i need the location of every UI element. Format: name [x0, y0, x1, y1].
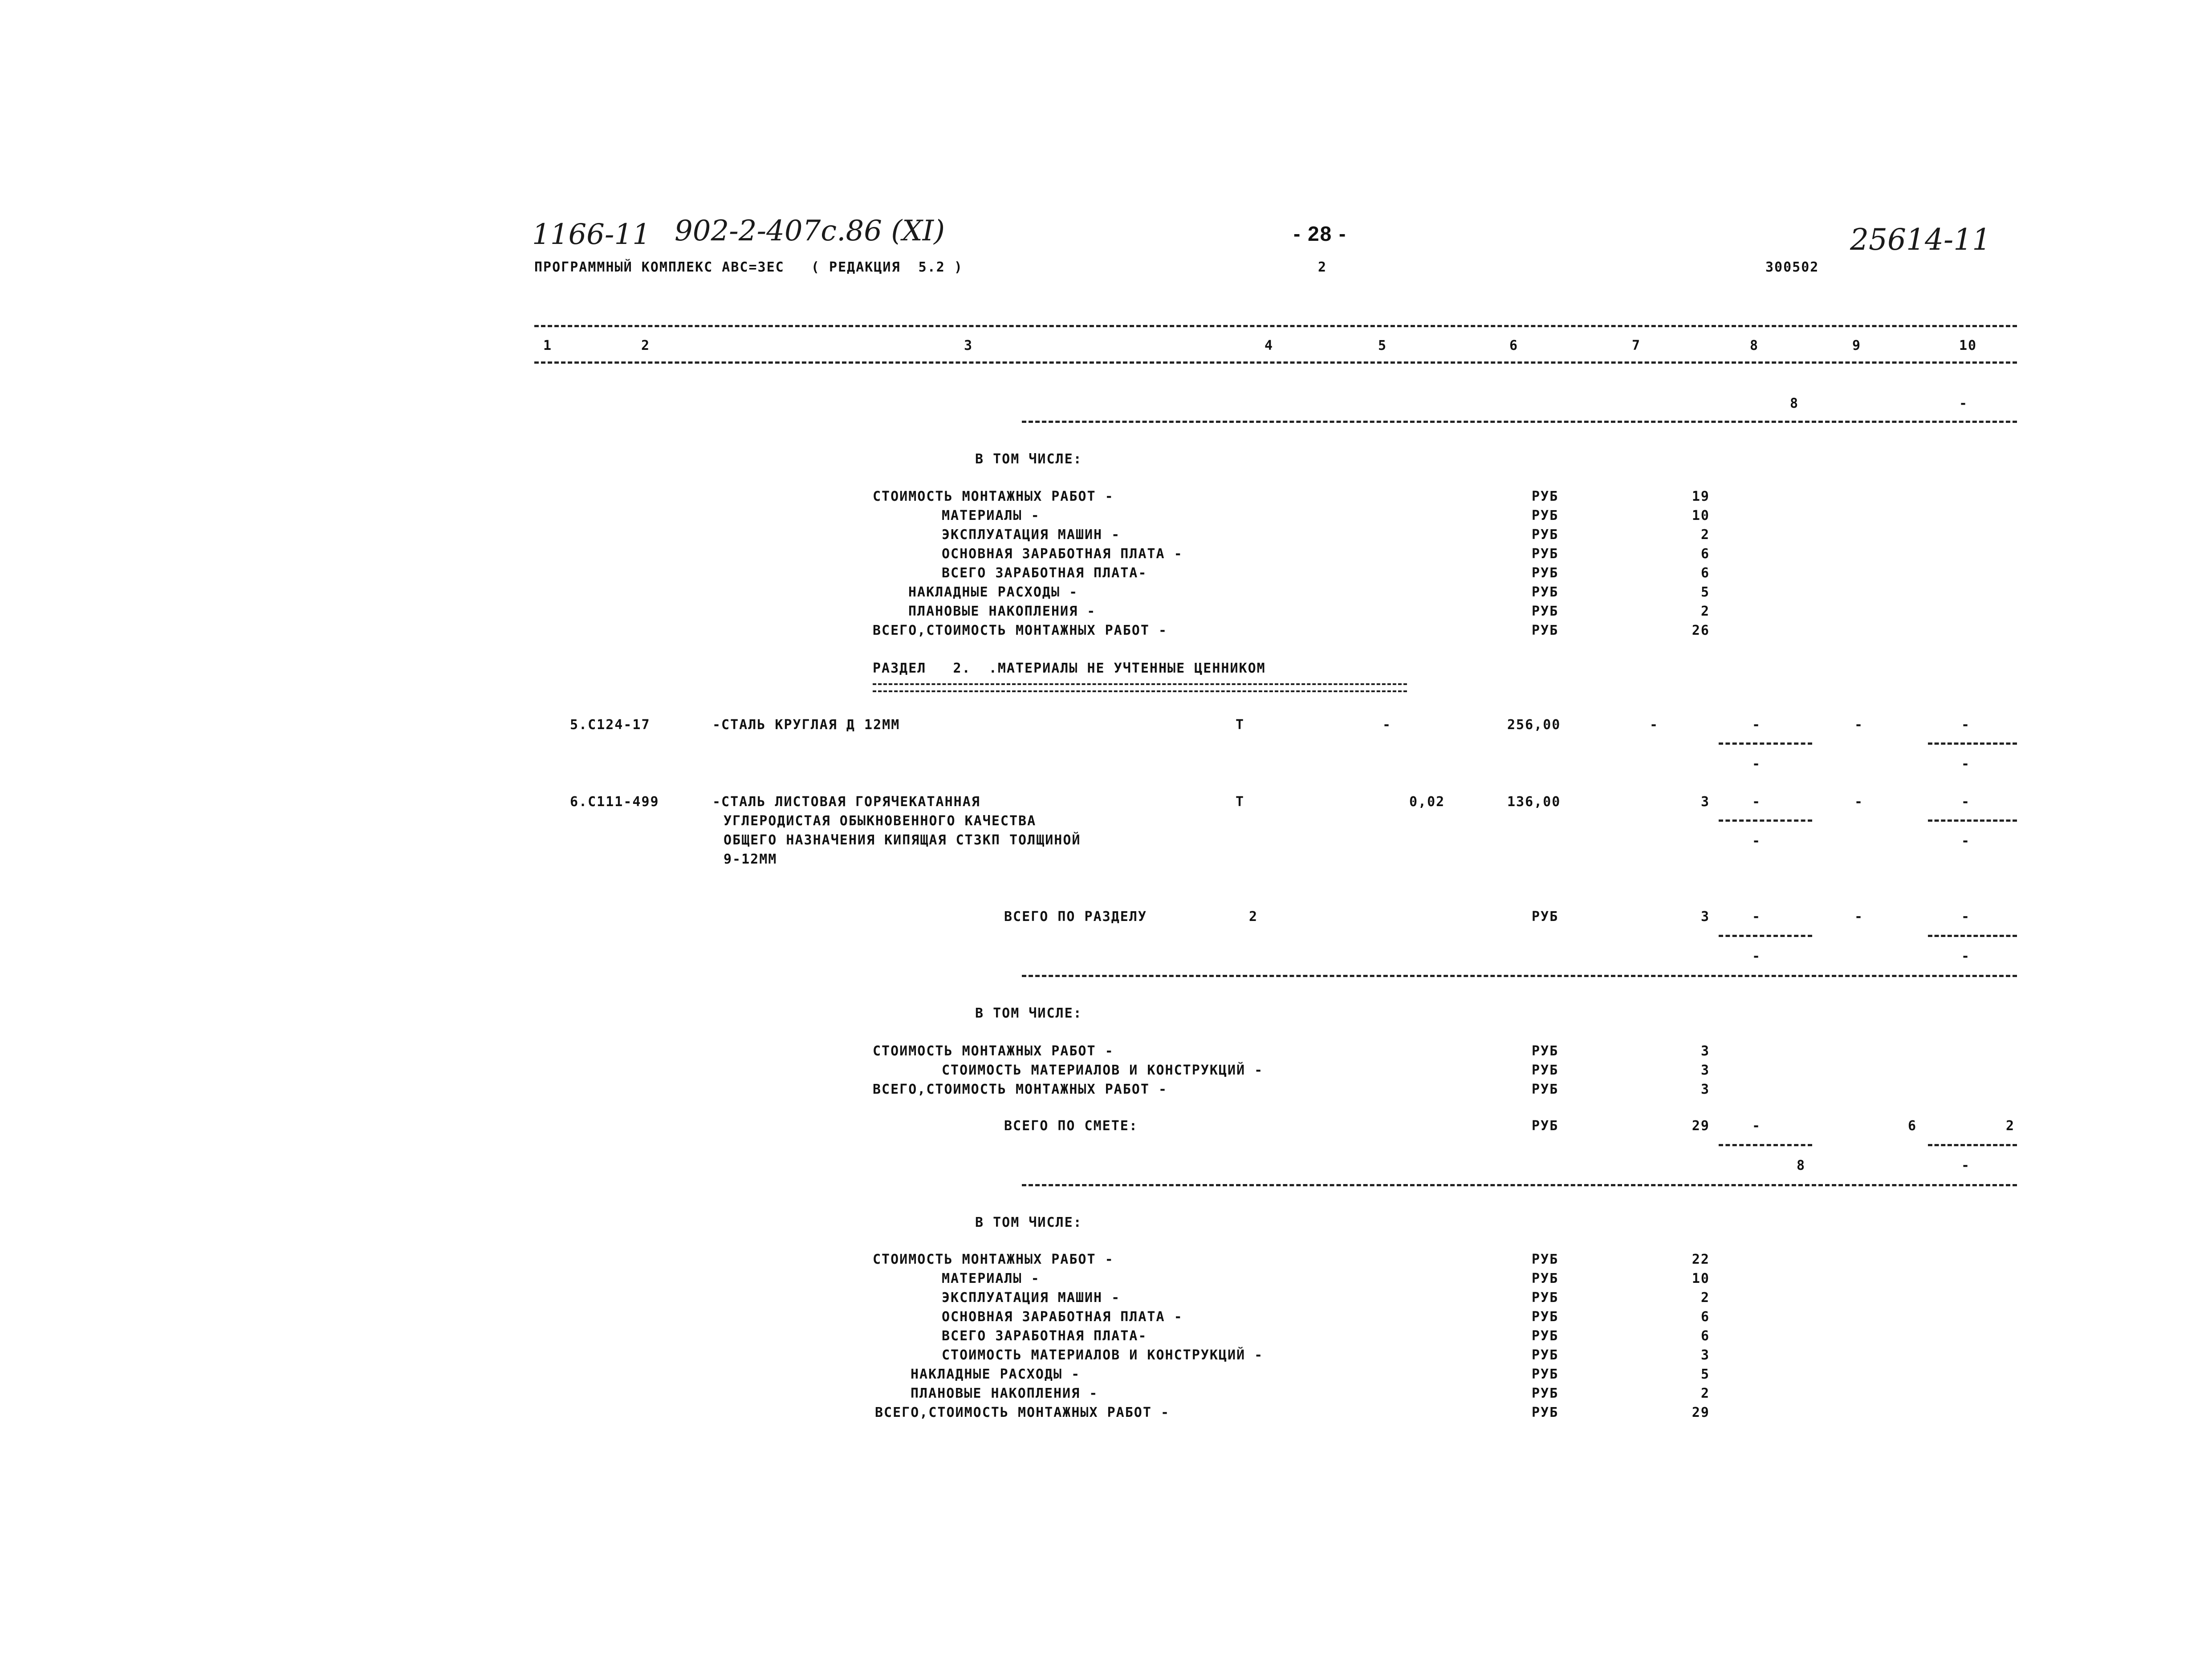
- row-value: 3: [1700, 1347, 1710, 1363]
- table-header-rule-top: [534, 325, 2017, 327]
- row-value: 6: [1700, 1309, 1710, 1325]
- row-value: 3: [1700, 1063, 1710, 1078]
- row-label: МАТЕРИАЛЫ -: [942, 1271, 1040, 1286]
- section-total-col9: -: [1854, 909, 1864, 925]
- estimate-total-label: ВСЕГО ПО СМЕТЕ:: [1004, 1118, 1138, 1134]
- row-unit: РУБ: [1532, 623, 1559, 638]
- col10-rule: [1928, 819, 2017, 822]
- item-name-line: -СТАЛЬ КРУГЛАЯ Д 12ММ: [712, 717, 900, 733]
- row-unit: РУБ: [1532, 1405, 1559, 1420]
- estimate-total-col9: 6: [1908, 1118, 1917, 1134]
- item-col10: -: [1961, 794, 1971, 810]
- row-unit: РУБ: [1532, 489, 1559, 504]
- estimate-total-unit: РУБ: [1532, 1118, 1559, 1134]
- section-total-col10-sub: -: [1961, 949, 1971, 964]
- row-label: ЭКСПЛУАТАЦИЯ МАШИН -: [942, 1290, 1121, 1306]
- row-value: 5: [1700, 584, 1710, 600]
- row-label: ВСЕГО,СТОИМОСТЬ МОНТАЖНЫХ РАБОТ -: [875, 1405, 1170, 1420]
- item-qty: 0,02: [1409, 794, 1445, 810]
- row-value: 26: [1692, 623, 1710, 638]
- row-label: НАКЛАДНЫЕ РАСХОДЫ -: [911, 1367, 1081, 1382]
- block-heading: В ТОМ ЧИСЛЕ:: [975, 451, 1082, 467]
- row-unit: РУБ: [1532, 1063, 1559, 1078]
- program-line: ПРОГРАММНЫЙ КОМПЛЕКС АВС=ЗЕС ( РЕДАКЦИЯ 5.2 ): [534, 260, 963, 275]
- col8-rule: [1719, 1144, 1812, 1146]
- handwritten-archive-number: 25614-11: [1850, 223, 1991, 257]
- row-label: ЭКСПЛУАТАЦИЯ МАШИН -: [942, 527, 1121, 543]
- item-col9: -: [1854, 794, 1864, 810]
- row-unit: РУБ: [1532, 1367, 1559, 1382]
- item-price: 256,00: [1507, 717, 1561, 733]
- estimate-total-col10-sub: -: [1961, 1158, 1971, 1173]
- row-value: 10: [1692, 1271, 1710, 1286]
- row-label: ПЛАНОВЫЕ НАКОПЛЕНИЯ -: [911, 1386, 1098, 1401]
- row-label: ОСНОВНАЯ ЗАРАБОТНАЯ ПЛАТА -: [942, 1309, 1183, 1325]
- row-label: СТОИМОСТЬ МОНТАЖНЫХ РАБОТ -: [873, 489, 1114, 504]
- section-total-label: ВСЕГО ПО РАЗДЕЛУ: [1004, 909, 1147, 925]
- totals-rule-3: [1022, 1184, 2017, 1186]
- row-value: 3: [1700, 1082, 1710, 1097]
- col8-rule: [1719, 935, 1812, 937]
- totals-rule-1: [1022, 421, 2017, 423]
- column-2: 2: [641, 338, 651, 353]
- row-unit: РУБ: [1532, 1290, 1559, 1306]
- row-unit: РУБ: [1532, 1043, 1559, 1059]
- column-9: 9: [1852, 338, 1862, 353]
- section-title-underline: [873, 683, 1407, 692]
- row-unit: РУБ: [1532, 604, 1559, 619]
- row-unit: РУБ: [1532, 1271, 1559, 1286]
- row-value: 2: [1700, 604, 1710, 619]
- column-5: 5: [1378, 338, 1387, 353]
- row-unit: РУБ: [1532, 1082, 1559, 1097]
- item-col10-sub: -: [1961, 756, 1971, 772]
- page-number: - 28 -: [1293, 222, 1347, 245]
- column-6: 6: [1509, 338, 1519, 353]
- estimate-total-col8-sub: 8: [1797, 1158, 1806, 1173]
- column-1: 1: [543, 338, 553, 353]
- row-unit: РУБ: [1532, 584, 1559, 600]
- table-header-rule-bottom: [534, 361, 2017, 364]
- row-label: СТОИМОСТЬ МАТЕРИАЛОВ И КОНСТРУКЦИЙ -: [942, 1347, 1264, 1363]
- handwritten-sheet-code: 1166-11: [532, 218, 651, 251]
- item-col9: -: [1854, 717, 1864, 733]
- row-unit: РУБ: [1532, 1252, 1559, 1267]
- estimate-total-col10: 2: [2006, 1118, 2015, 1134]
- row-unit: РУБ: [1532, 1328, 1559, 1344]
- item-unit: Т: [1236, 794, 1245, 810]
- block-heading: В ТОМ ЧИСЛЕ:: [975, 1006, 1082, 1021]
- column-10: 10: [1959, 338, 1977, 353]
- estimate-total-value: 29: [1692, 1118, 1710, 1134]
- item-col8-sub: -: [1752, 833, 1761, 849]
- estimate-total-col8: -: [1752, 1118, 1761, 1134]
- item-name-line: 9-12ММ: [724, 852, 777, 867]
- row-label: ПЛАНОВЫЕ НАКОПЛЕНИЯ -: [908, 604, 1096, 619]
- section-total-unit: РУБ: [1532, 909, 1559, 925]
- row-label: СТОИМОСТЬ МОНТАЖНЫХ РАБОТ -: [873, 1043, 1114, 1059]
- row-label: СТОИМОСТЬ МАТЕРИАЛОВ И КОНСТРУКЦИЙ -: [942, 1063, 1264, 1078]
- item-price: 136,00: [1507, 794, 1561, 810]
- row-value: 6: [1700, 1328, 1710, 1344]
- section-total-col8-sub: -: [1752, 949, 1761, 964]
- header-code-right: 300502: [1765, 260, 1819, 275]
- item-code: 6.С111-499: [570, 794, 659, 810]
- header-code-2: 2: [1318, 260, 1327, 275]
- row-value: 19: [1692, 489, 1710, 504]
- item-code: 5.С124-17: [570, 717, 651, 733]
- row-unit: РУБ: [1532, 527, 1559, 543]
- column-7: 7: [1632, 338, 1641, 353]
- section-title: РАЗДЕЛ 2. .МАТЕРИАЛЫ НЕ УЧТЕННЫЕ ЦЕННИКОМ: [873, 661, 1266, 676]
- item-name-line: УГЛЕРОДИСТАЯ ОБЫКНОВЕННОГО КАЧЕСТВА: [724, 813, 1037, 829]
- section-total-number: 2: [1249, 909, 1258, 925]
- col10-rule: [1928, 935, 2017, 937]
- col8-rule: [1719, 819, 1812, 822]
- row-unit: РУБ: [1532, 546, 1559, 562]
- row-label: ОСНОВНАЯ ЗАРАБОТНАЯ ПЛАТА -: [942, 546, 1183, 562]
- row-unit: РУБ: [1532, 565, 1559, 581]
- column-4: 4: [1265, 338, 1274, 353]
- item-cost: 3: [1700, 794, 1710, 810]
- row-label: НАКЛАДНЫЕ РАСХОДЫ -: [908, 584, 1078, 600]
- carry-col8: 8: [1790, 396, 1799, 411]
- col8-rule: [1719, 742, 1812, 745]
- row-value: 22: [1692, 1252, 1710, 1267]
- section-total-col8: -: [1752, 909, 1761, 925]
- row-unit: РУБ: [1532, 1386, 1559, 1401]
- row-label: МАТЕРИАЛЫ -: [942, 508, 1040, 523]
- row-value: 6: [1700, 565, 1710, 581]
- row-unit: РУБ: [1532, 1347, 1559, 1363]
- row-unit: РУБ: [1532, 508, 1559, 523]
- item-name-line: ОБЩЕГО НАЗНАЧЕНИЯ КИПЯЩАЯ СТЗКП ТОЛЩИНОЙ: [724, 832, 1081, 848]
- carry-col10: -: [1959, 396, 1968, 411]
- item-qty: -: [1382, 717, 1392, 733]
- item-col10: -: [1961, 717, 1971, 733]
- item-col8: -: [1752, 717, 1761, 733]
- column-3: 3: [964, 338, 973, 353]
- section-total-value: 3: [1700, 909, 1710, 925]
- item-col8-sub: -: [1752, 756, 1761, 772]
- row-value: 10: [1692, 508, 1710, 523]
- totals-rule-2: [1022, 975, 2017, 977]
- item-cost: -: [1650, 717, 1659, 733]
- row-value: 2: [1700, 1386, 1710, 1401]
- item-col10-sub: -: [1961, 833, 1971, 849]
- row-label: ВСЕГО ЗАРАБОТНАЯ ПЛАТА-: [942, 565, 1147, 581]
- section-total-col10: -: [1961, 909, 1971, 925]
- row-value: 29: [1692, 1405, 1710, 1420]
- col10-rule: [1928, 742, 2017, 745]
- col10-rule: [1928, 1144, 2017, 1146]
- row-value: 5: [1700, 1367, 1710, 1382]
- handwritten-project-code: 902-2-407с.86 (XI): [675, 215, 945, 247]
- item-name-line: -СТАЛЬ ЛИСТОВАЯ ГОРЯЧЕКАТАННАЯ: [712, 794, 980, 810]
- row-label: ВСЕГО ЗАРАБОТНАЯ ПЛАТА-: [942, 1328, 1147, 1344]
- row-label: СТОИМОСТЬ МОНТАЖНЫХ РАБОТ -: [873, 1252, 1114, 1267]
- block-heading: В ТОМ ЧИСЛЕ:: [975, 1215, 1082, 1230]
- item-col8: -: [1752, 794, 1761, 810]
- column-8: 8: [1750, 338, 1759, 353]
- row-value: 2: [1700, 527, 1710, 543]
- row-label: ВСЕГО,СТОИМОСТЬ МОНТАЖНЫХ РАБОТ -: [873, 623, 1168, 638]
- row-value: 2: [1700, 1290, 1710, 1306]
- row-value: 3: [1700, 1043, 1710, 1059]
- row-unit: РУБ: [1532, 1309, 1559, 1325]
- row-value: 6: [1700, 546, 1710, 562]
- item-unit: Т: [1236, 717, 1245, 733]
- row-label: ВСЕГО,СТОИМОСТЬ МОНТАЖНЫХ РАБОТ -: [873, 1082, 1168, 1097]
